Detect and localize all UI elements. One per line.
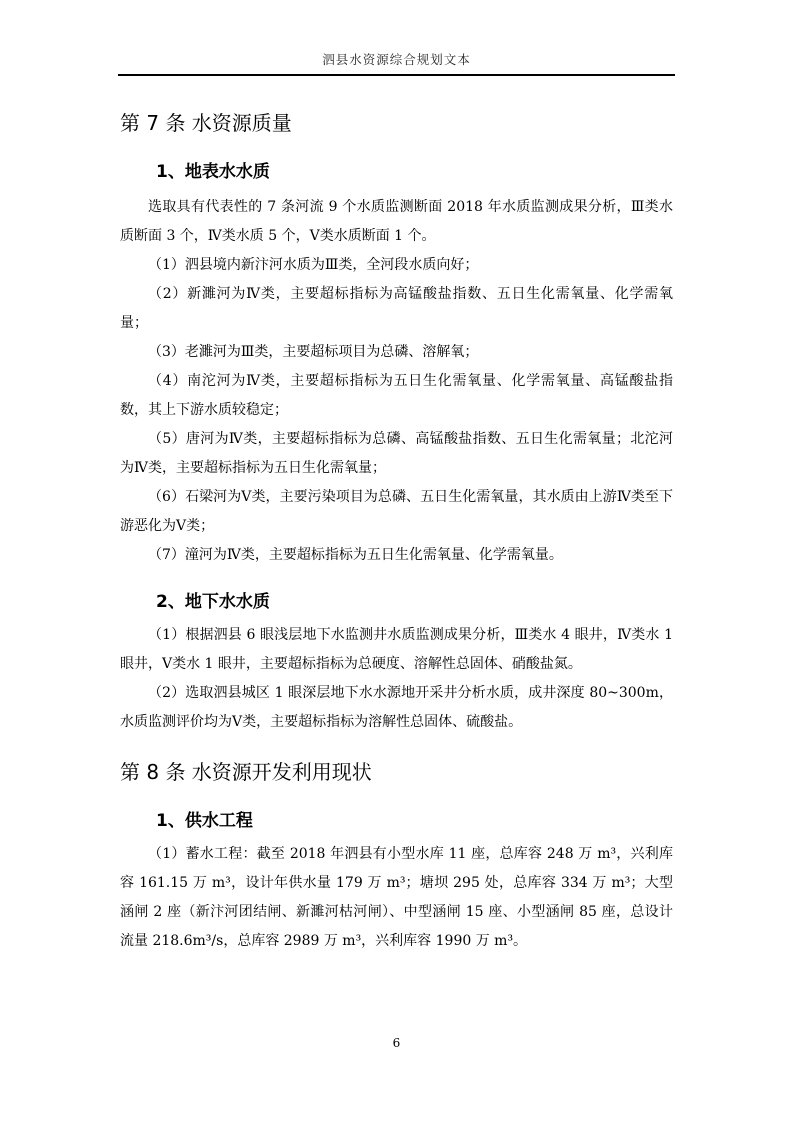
paragraph: （2）选取泗县城区 1 眼深层地下水水源地开采井分析水质，成井深度 80~300m，水质监测评价均为Ⅴ类，主要超标指标为溶解性总固体、硫酸盐。 (120, 685, 673, 730)
article-8-title: 第 8 条 水资源开发利用现状 (120, 760, 372, 784)
header-divider (118, 74, 675, 76)
paragraph: （1）泗县境内新汴河水质为Ⅲ类，全河段水质向好； (148, 257, 479, 273)
paragraph: （1）根据泗县 6 眼浅层地下水监测井水质监测成果分析，Ⅲ类水 4 眼井，Ⅳ类水 1 眼井，Ⅴ类水 1 眼井，主要超标指标为总硬度、溶解性总固体、硝酸盐氮。 (120, 627, 673, 672)
paragraph: （7）潼河为Ⅳ类，主要超标指标为五日生化需氧量、化学需氧量。 (148, 547, 563, 563)
section-groundwater-title: 2、地下水水质 (156, 592, 270, 612)
page-header: 泗县水资源综合规划文本 (322, 52, 471, 67)
paragraph: （1）蓄水工程：截至 2018 年泗县有小型水库 11 座，总库容 248 万 m³，兴利库容 161.15 万 m³，设计年供水量 179 万 m³；塘坝 295 处，总库容 334 万 m³；大型涵闸 2 座（新汴河团结闸、新濉河枯河闸）、中型涵闸 15 座、小型涵闸 85 座，总设计流量 218.6m³/s，总库容 2989 万 m³，兴利库容 1990 万 m³。 (120, 846, 673, 949)
section-surface-water-title: 1、地表水水质 (156, 162, 270, 182)
section-water-supply-title: 1、供水工程 (156, 811, 253, 831)
paragraph: （2）新濉河为Ⅳ类，主要超标指标为高锰酸盐指数、五日生化需氧量、化学需氧量； (120, 286, 673, 331)
paragraph: （3）老濉河为Ⅲ类，主要超标项目为总磷、溶解氧； (148, 344, 479, 360)
paragraph: （6）石梁河为Ⅴ类，主要污染项目为总磷、五日生化需氧量，其水质由上游Ⅳ类至下游恶化为Ⅴ类； (120, 489, 673, 534)
paragraph: 选取具有代表性的 7 条河流 9 个水质监测断面 2018 年水质监测成果分析，Ⅲ类水质断面 3 个，Ⅳ类水质 5 个，Ⅴ类水质断面 1 个。 (120, 199, 673, 244)
paragraph: （4）南沱河为Ⅳ类，主要超标指标为五日生化需氧量、化学需氧量、高锰酸盐指数，其上下游水质较稳定； (120, 373, 673, 418)
article-7-title: 第 7 条 水资源质量 (120, 111, 292, 135)
paragraph: （5）唐河为Ⅳ类，主要超标指标为总磷、高锰酸盐指数、五日生化需氧量；北沱河为Ⅳ类，主要超标指标为五日生化需氧量； (120, 431, 673, 476)
page-number: 6 (392, 1036, 401, 1050)
document-body (120, 108, 673, 956)
